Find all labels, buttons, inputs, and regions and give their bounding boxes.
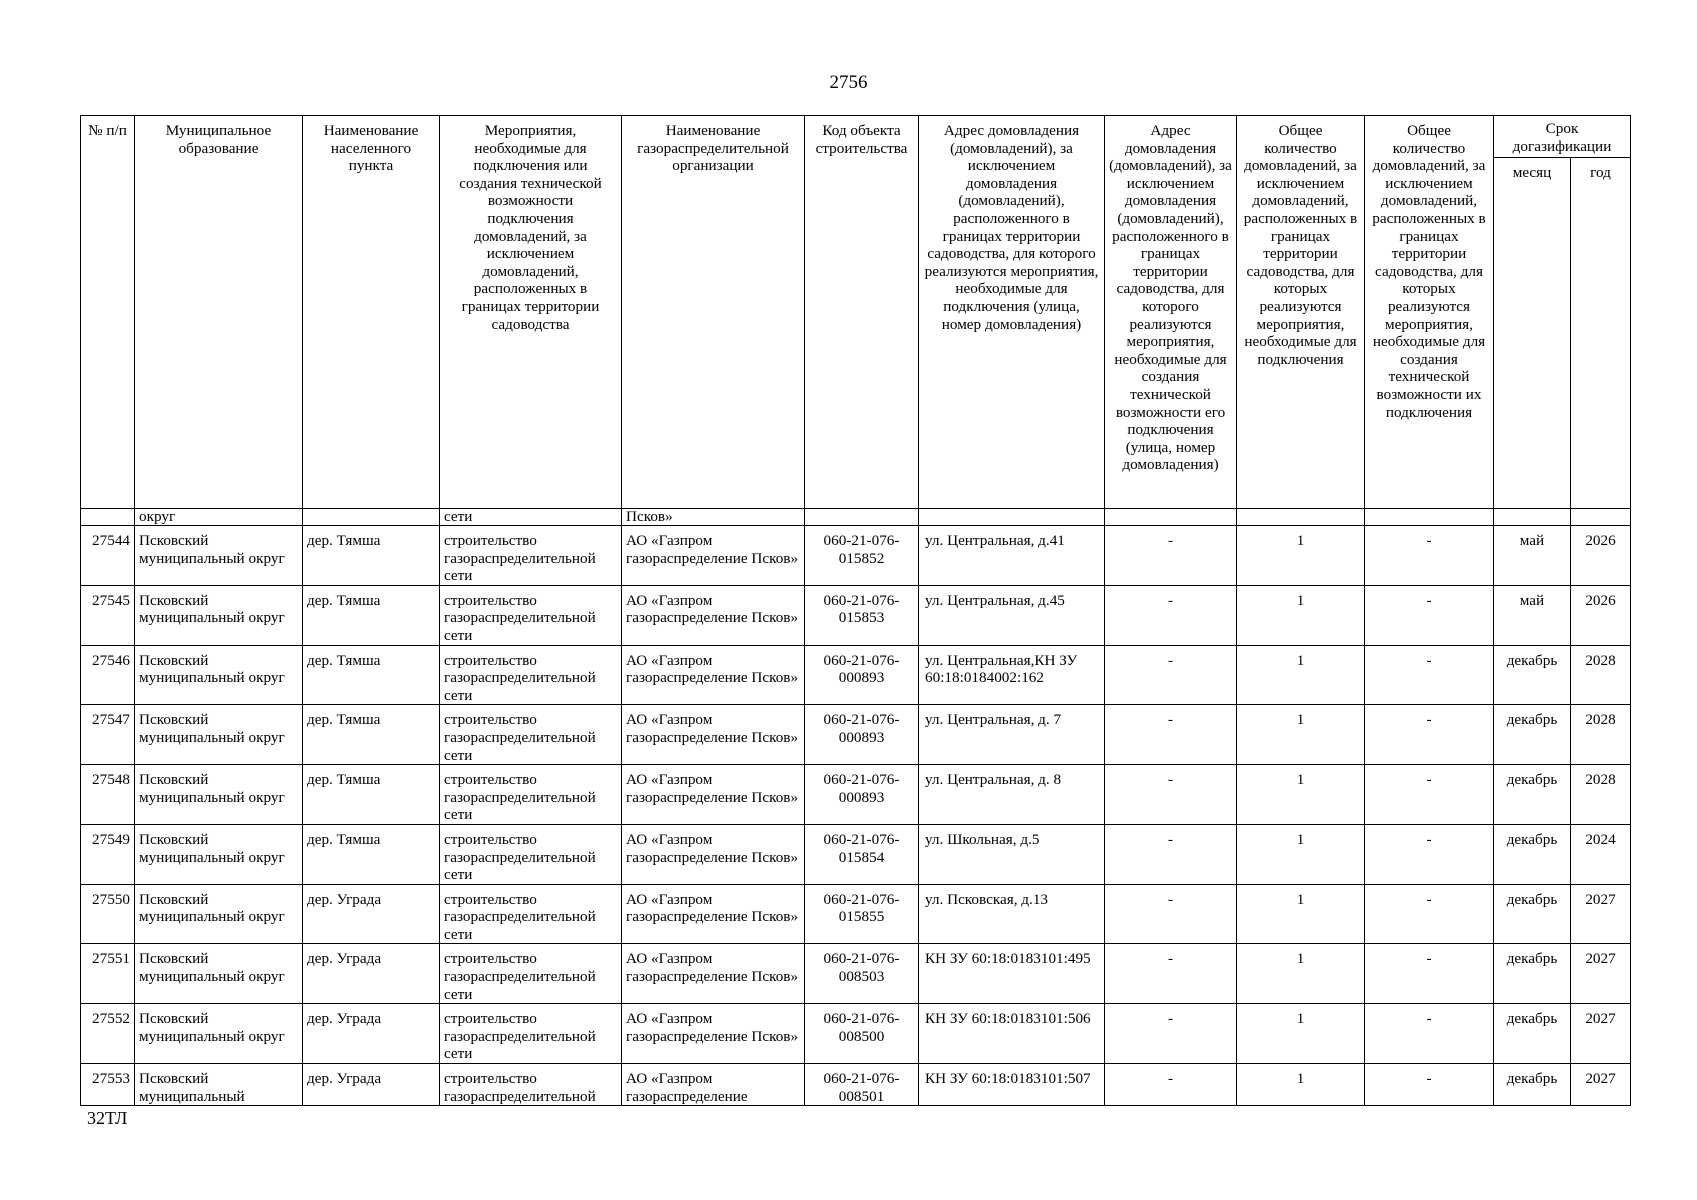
cell-count-tech: - [1365,585,1494,645]
table-row [81,526,1631,586]
cell-gas-org: Псков» [622,509,805,526]
cell-code: 060-21-076-008503 [805,944,919,1004]
cell-num: 27548 [81,765,135,825]
cell-month: декабрь [1494,1064,1571,1106]
cell-address-tech: - [1105,824,1237,884]
cell-num: 27550 [81,884,135,944]
header-term: Срок догазификации [1494,116,1631,158]
cell-settlement: дер. Тямша [303,585,440,645]
cell-gas-org: АО «Газпром газораспределение Псков» [622,705,805,765]
cell-settlement: дер. Тямша [303,824,440,884]
cell-num: 27552 [81,1004,135,1064]
cell-year: 2028 [1571,765,1631,825]
cell-year: 2024 [1571,824,1631,884]
cell-municipality: округ [135,509,303,526]
cell-measures: строительство газораспределительной сети [440,944,622,1004]
page-number: 2756 [829,72,868,93]
footer-code: 32ТЛ [87,1108,128,1128]
table-row [81,585,1631,645]
cell-code: 060-21-076-008501 [805,1064,919,1106]
cell-month: декабрь [1494,645,1571,705]
cell-code: 060-21-076-015853 [805,585,919,645]
header-address-connect: Адрес домовладения (домовладений), за исключением домовладения (домовладений), расположенного в границах территории садоводства, для которого реализуются мероприятия, необходимые для подключения (улица, номер домовладения) [919,116,1105,509]
table-header [81,116,1631,509]
cell-settlement: дер. Тямша [303,765,440,825]
cell-settlement: дер. Тямша [303,645,440,705]
cell-month [1494,509,1571,526]
cell-count: 1 [1237,944,1365,1004]
table-body [81,509,1631,1106]
cell-month: декабрь [1494,884,1571,944]
cell-address-tech: - [1105,1064,1237,1106]
cell-municipality: Псковский муниципальный округ [135,645,303,705]
cell-measures: сети [440,509,622,526]
cell-address: ул. Центральная, д. 8 [919,765,1105,825]
cell-gas-org: АО «Газпром газораспределение Псков» [622,884,805,944]
cell-count-tech [1365,509,1494,526]
cell-num: 27546 [81,645,135,705]
cell-municipality: Псковский муниципальный округ [135,944,303,1004]
cell-count: 1 [1237,526,1365,586]
cell-month: декабрь [1494,944,1571,1004]
header-object-code: Код объекта строительства [805,116,919,509]
cell-gas-org: АО «Газпром газораспределение Псков» [622,765,805,825]
cell-num: 27547 [81,705,135,765]
cell-count-tech: - [1365,705,1494,765]
cell-year: 2028 [1571,645,1631,705]
cell-count-tech: - [1365,1004,1494,1064]
cell-municipality: Псковский муниципальный округ [135,765,303,825]
cell-year: 2028 [1571,705,1631,765]
cell-month: декабрь [1494,1004,1571,1064]
cell-count: 1 [1237,1064,1365,1106]
cell-settlement: дер. Уграда [303,1064,440,1106]
header-address-tech: Адрес домовладения (домовладений), за исключением домовладения (домовладений), расположенного в границах территории садоводства, для которого реализуются мероприятия, необходимые для создания технической возможности его подключения (улица, номер домовладения) [1105,116,1237,509]
cell-settlement: дер. Уграда [303,884,440,944]
cell-count-tech: - [1365,1064,1494,1106]
cell-month: декабрь [1494,705,1571,765]
cell-settlement: дер. Тямша [303,526,440,586]
cell-month: декабрь [1494,765,1571,825]
cell-num: 27549 [81,824,135,884]
carry-over-row [81,509,1631,526]
cell-gas-org: АО «Газпром газораспределение Псков» [622,1004,805,1064]
table-row [81,884,1631,944]
cell-num: 27545 [81,585,135,645]
table-row [81,824,1631,884]
cell-count-tech: - [1365,645,1494,705]
cell-month: декабрь [1494,824,1571,884]
header-municipality: Муниципальное образование [135,116,303,509]
cell-measures: строительство газораспределительной [440,1064,622,1106]
header-year: год [1571,158,1631,509]
cell-count-tech: - [1365,884,1494,944]
cell-count: 1 [1237,884,1365,944]
cell-count [1237,509,1365,526]
cell-code: 060-21-076-015852 [805,526,919,586]
cell-measures: строительство газораспределительной сети [440,645,622,705]
cell-measures: строительство газораспределительной сети [440,705,622,765]
cell-address: КН ЗУ 60:18:0183101:495 [919,944,1105,1004]
table-row [81,705,1631,765]
cell-count-tech: - [1365,765,1494,825]
cell-address-tech: - [1105,526,1237,586]
cell-measures: строительство газораспределительной сети [440,585,622,645]
cell-measures: строительство газораспределительной сети [440,824,622,884]
cell-municipality: Псковский муниципальный округ [135,585,303,645]
cell-count: 1 [1237,1004,1365,1064]
header-settlement: Наименование населенного пункта [303,116,440,509]
cell-count: 1 [1237,705,1365,765]
cell-count-tech: - [1365,944,1494,1004]
cell-settlement: дер. Уграда [303,944,440,1004]
cell-num: 27553 [81,1064,135,1106]
cell-count: 1 [1237,645,1365,705]
cell-year: 2027 [1571,944,1631,1004]
cell-address: КН ЗУ 60:18:0183101:506 [919,1004,1105,1064]
cell-address-tech: - [1105,765,1237,825]
cell-municipality: Псковский муниципальный округ [135,526,303,586]
cell-measures: строительство газораспределительной сети [440,765,622,825]
cell-gas-org: АО «Газпром газораспределение Псков» [622,526,805,586]
cell-month: май [1494,526,1571,586]
cell-address: ул. Центральная, д.41 [919,526,1105,586]
cell-address: КН ЗУ 60:18:0183101:507 [919,1064,1105,1106]
cell-count-tech: - [1365,526,1494,586]
table-row [81,645,1631,705]
cell-code: 060-21-076-008500 [805,1004,919,1064]
cell-address-tech: - [1105,944,1237,1004]
cell-year [1571,509,1631,526]
cell-code [805,509,919,526]
cell-code: 060-21-076-000893 [805,645,919,705]
cell-municipality: Псковский муниципальный [135,1064,303,1106]
cell-address: ул. Центральная, д.45 [919,585,1105,645]
cell-address: ул. Центральная,КН ЗУ 60:18:0184002:162 [919,645,1105,705]
table-row [81,944,1631,1004]
header-count-tech: Общее количество домовладений, за исключением домовладений, расположенных в границах территории садоводства, для которых реализуются мероприятия, необходимые для создания технической возможности их подключения [1365,116,1494,509]
cell-month: май [1494,585,1571,645]
cell-address: ул. Центральная, д. 7 [919,705,1105,765]
cell-year: 2027 [1571,1004,1631,1064]
header-month: месяц [1494,158,1571,509]
cell-year: 2027 [1571,1064,1631,1106]
table-row [81,765,1631,825]
cell-municipality: Псковский муниципальный округ [135,824,303,884]
cell-address-tech: - [1105,585,1237,645]
cell-gas-org: АО «Газпром газораспределение [622,1064,805,1106]
cell-count-tech: - [1365,824,1494,884]
cell-code: 060-21-076-000893 [805,765,919,825]
table-row [81,1004,1631,1064]
header-num: № п/п [81,116,135,509]
cell-num [81,509,135,526]
cell-address-tech: - [1105,645,1237,705]
cell-measures: строительство газораспределительной сети [440,526,622,586]
cell-year: 2026 [1571,585,1631,645]
cell-settlement [303,509,440,526]
cell-gas-org: АО «Газпром газораспределение Псков» [622,645,805,705]
cell-address-tech: - [1105,1004,1237,1064]
cell-address: ул. Школьная, д.5 [919,824,1105,884]
cell-code: 060-21-076-000893 [805,705,919,765]
cell-code: 060-21-076-015855 [805,884,919,944]
cell-address-tech: - [1105,705,1237,765]
cell-num: 27544 [81,526,135,586]
cell-address-tech [1105,509,1237,526]
cell-count: 1 [1237,824,1365,884]
cell-settlement: дер. Уграда [303,1004,440,1064]
cell-gas-org: АО «Газпром газораспределение Псков» [622,944,805,1004]
cell-num: 27551 [81,944,135,1004]
cell-count: 1 [1237,585,1365,645]
cell-gas-org: АО «Газпром газораспределение Псков» [622,585,805,645]
header-count-connect: Общее количество домовладений, за исключением домовладений, расположенных в границах территории садоводства, для которых реализуются мероприятия, необходимые для подключения [1237,116,1365,509]
cell-address: ул. Псковская, д.13 [919,884,1105,944]
cell-municipality: Псковский муниципальный округ [135,705,303,765]
cell-gas-org: АО «Газпром газораспределение Псков» [622,824,805,884]
header-gas-org: Наименование газораспределительной организации [622,116,805,509]
table-row [81,1064,1631,1106]
cell-count: 1 [1237,765,1365,825]
cell-settlement: дер. Тямша [303,705,440,765]
header-measures: Мероприятия, необходимые для подключения или создания технической возможности подключения домовладений, за исключением домовладений, расположенных в границах территории садоводства [440,116,622,509]
cell-year: 2026 [1571,526,1631,586]
cell-code: 060-21-076-015854 [805,824,919,884]
cell-year: 2027 [1571,884,1631,944]
cell-address-tech: - [1105,884,1237,944]
cell-measures: строительство газораспределительной сети [440,884,622,944]
cell-municipality: Псковский муниципальный округ [135,884,303,944]
gasification-table [80,115,1631,1106]
cell-measures: строительство газораспределительной сети [440,1004,622,1064]
cell-municipality: Псковский муниципальный округ [135,1004,303,1064]
cell-address [919,509,1105,526]
